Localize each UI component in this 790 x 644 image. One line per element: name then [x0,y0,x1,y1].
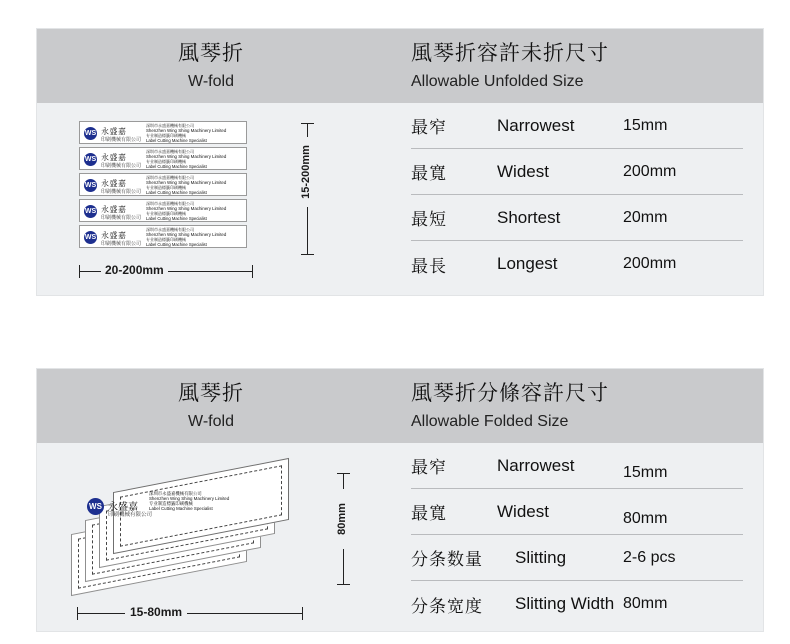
label-line-4: Label Cutting Machine Specialist [146,189,207,195]
label-line-1: 深圳市永盛嘉機械有限公司 [149,491,202,496]
label-line-2: Shenzhen Wing Shing Machinery Limited [146,179,227,185]
spec-value: 200mm [623,255,677,272]
panel-title-right-en: Allowable Unfolded Size [411,73,584,90]
spec-value: 2-6 pcs [623,548,676,566]
spec-row [411,443,743,489]
label-company-cn-sub: 印刷機械有限公司 [101,241,142,247]
spec-value: 80mm [623,595,668,612]
panel-title-right-en: Allowable Folded Size [411,413,569,430]
label-company-cn: 永盛嘉 [108,502,138,513]
fan-folded-sheets [71,473,301,583]
dimension-cap-top [337,473,350,474]
spec-label-en: Longest [497,254,558,273]
dimension-cap-bottom [301,254,314,255]
panel-body [37,443,763,631]
spec-row [411,535,743,581]
label-line-1: 深圳市永盛嘉機械有限公司 [146,123,194,128]
label-line-1: 深圳市永盛嘉機械有限公司 [146,149,194,154]
panel-title-left [37,369,385,443]
horizontal-dimension-unfolded [79,263,253,279]
panel-title-left-en: W-fold [188,73,234,90]
panel-header [37,29,763,103]
dimension-line [77,613,303,614]
vertical-dimension-label: 15-200mm [299,137,313,207]
horizontal-dimension-folded [77,605,303,621]
spec-label-en: Slitting [515,547,567,567]
spec-value: 15mm [623,116,668,134]
spec-panel-unfolded [36,28,764,296]
spec-value: 15mm [623,463,668,481]
spec-label-en: Slitting Width [515,594,615,613]
label-text-block [146,176,244,195]
label-line-3: 专业制造標籤印刷機械 [146,211,186,217]
vertical-dimension-folded [329,473,359,585]
spec-label-cn: 最長 [411,256,447,276]
label-line-2: Shenzhen Wing Shing Machinery Limited [146,127,227,133]
label-company-cn: 永盛嘉 [101,153,127,162]
label-text-block [146,202,244,221]
dimension-cap-top [301,123,314,124]
label-line-2: Shenzhen Wing Shing Machinery Limited [146,153,227,159]
spec-row [411,103,743,149]
label-company-cn: 永盛嘉 [101,127,127,136]
panel-title-left-cn: 風琴折 [178,42,244,65]
label-card [79,147,247,170]
label-card [79,225,247,248]
spec-value: 80mm [623,509,668,527]
panel-title-left-cn: 風琴折 [178,382,244,405]
label-line-3: 专业制造標籤印刷機械 [146,237,186,243]
label-line-1: 深圳市永盛嘉機械有限公司 [146,175,194,180]
label-artwork-top-sheet [87,489,235,521]
dimension-cap-right [252,265,253,278]
spec-table-folded [385,443,763,631]
ws-logo-badge-icon: WS [84,153,97,166]
panel-title-right-cn: 風琴折分條容許尺寸 [411,382,609,405]
label-line-1: 深圳市永盛嘉機械有限公司 [146,201,194,206]
spec-label-cn: 最寬 [411,164,447,183]
label-text-block [146,228,244,247]
label-text-block [149,491,237,511]
spec-label-cn: 最寬 [411,504,447,523]
spec-row [411,489,743,535]
label-line-4: Label Cutting Machine Specialist [146,241,207,247]
label-line-3: 专业制造標籤印刷機械 [146,159,186,165]
ws-logo-badge-icon: WS [84,127,97,140]
label-company-cn: 永盛嘉 [101,205,127,214]
spec-row [411,581,743,627]
dimension-cap-left [79,265,80,278]
dimension-cap-right [302,607,303,620]
panel-title-left [37,29,385,103]
panel-title-right [385,369,763,443]
artwork-folded [37,443,385,631]
label-company-cn: 永盛嘉 [101,179,127,188]
spec-row [411,241,743,287]
panel-title-left-en: W-fold [188,413,234,430]
label-line-2: Shenzhen Wing Shing Machinery Limited [146,231,227,237]
label-line-4: Label Cutting Machine Specialist [146,215,207,221]
label-line-2: Shenzhen Wing Shing Machinery Limited [146,205,227,211]
label-line-4: Label Cutting Machine Specialist [146,163,207,169]
label-line-2: Shenzhen Wing Shing Machinery Limited [149,496,230,501]
spec-label-cn: 最短 [411,210,447,229]
label-card [79,121,247,144]
spec-label-cn: 分条数量 [411,550,483,569]
ws-logo-badge-icon: WS [84,205,97,218]
spec-table-unfolded [385,103,763,295]
panel-body [37,103,763,295]
label-line-4: Label Cutting Machine Specialist [149,506,213,511]
spec-value: 20mm [623,208,668,226]
spec-label-cn: 最窄 [411,118,447,137]
panel-title-right-cn: 風琴折容許未折尺寸 [411,42,609,65]
spec-label-cn: 最窄 [411,458,447,477]
ws-logo-badge-icon: WS [84,231,97,244]
label-line-3: 专业制造標籤印刷機械 [149,501,193,506]
spec-label-en: Widest [497,501,549,521]
vertical-dimension-label: 80mm [336,489,348,549]
panel-title-right [385,29,763,103]
spec-panel-folded [36,368,764,632]
spec-label-en: Widest [497,161,549,181]
horizontal-dimension-label: 20-200mm [101,263,168,277]
dimension-cap-bottom [337,584,350,585]
label-line-3: 专业制造標籤印刷機械 [146,133,186,139]
label-text-block [146,150,244,169]
label-line-3: 专业制造標籤印刷機械 [146,185,186,191]
dimension-cap-left [77,607,78,620]
spec-row [411,149,743,195]
spec-value: 200mm [623,162,677,180]
horizontal-dimension-label: 15-80mm [125,605,187,619]
label-company-cn: 永盛嘉 [101,231,127,240]
label-line-1: 深圳市永盛嘉機械有限公司 [146,227,194,232]
label-card [79,173,247,196]
label-company-cn-sub: 印刷機械有限公司 [101,137,142,143]
label-company-cn-sub: 印刷機械有限公司 [101,189,142,195]
spec-label-en: Narrowest [497,115,575,135]
label-line-4: Label Cutting Machine Specialist [146,137,207,143]
ws-logo-badge-icon: WS [87,498,104,515]
vertical-dimension-unfolded [293,123,323,255]
panel-header [37,369,763,443]
label-text-block [146,124,244,143]
label-company-cn-sub: 印刷機械有限公司 [108,512,153,518]
spec-label-cn: 分条宽度 [411,596,483,616]
label-card [79,199,247,222]
spec-label-en: Narrowest [497,455,575,475]
label-company-cn-sub: 印刷機械有限公司 [101,163,142,169]
label-stack [79,121,259,251]
spec-label-en: Shortest [497,207,561,227]
spec-row [411,195,743,241]
ws-logo-badge-icon: WS [84,179,97,192]
artwork-unfolded [37,103,385,295]
label-company-cn-sub: 印刷機械有限公司 [101,215,142,221]
